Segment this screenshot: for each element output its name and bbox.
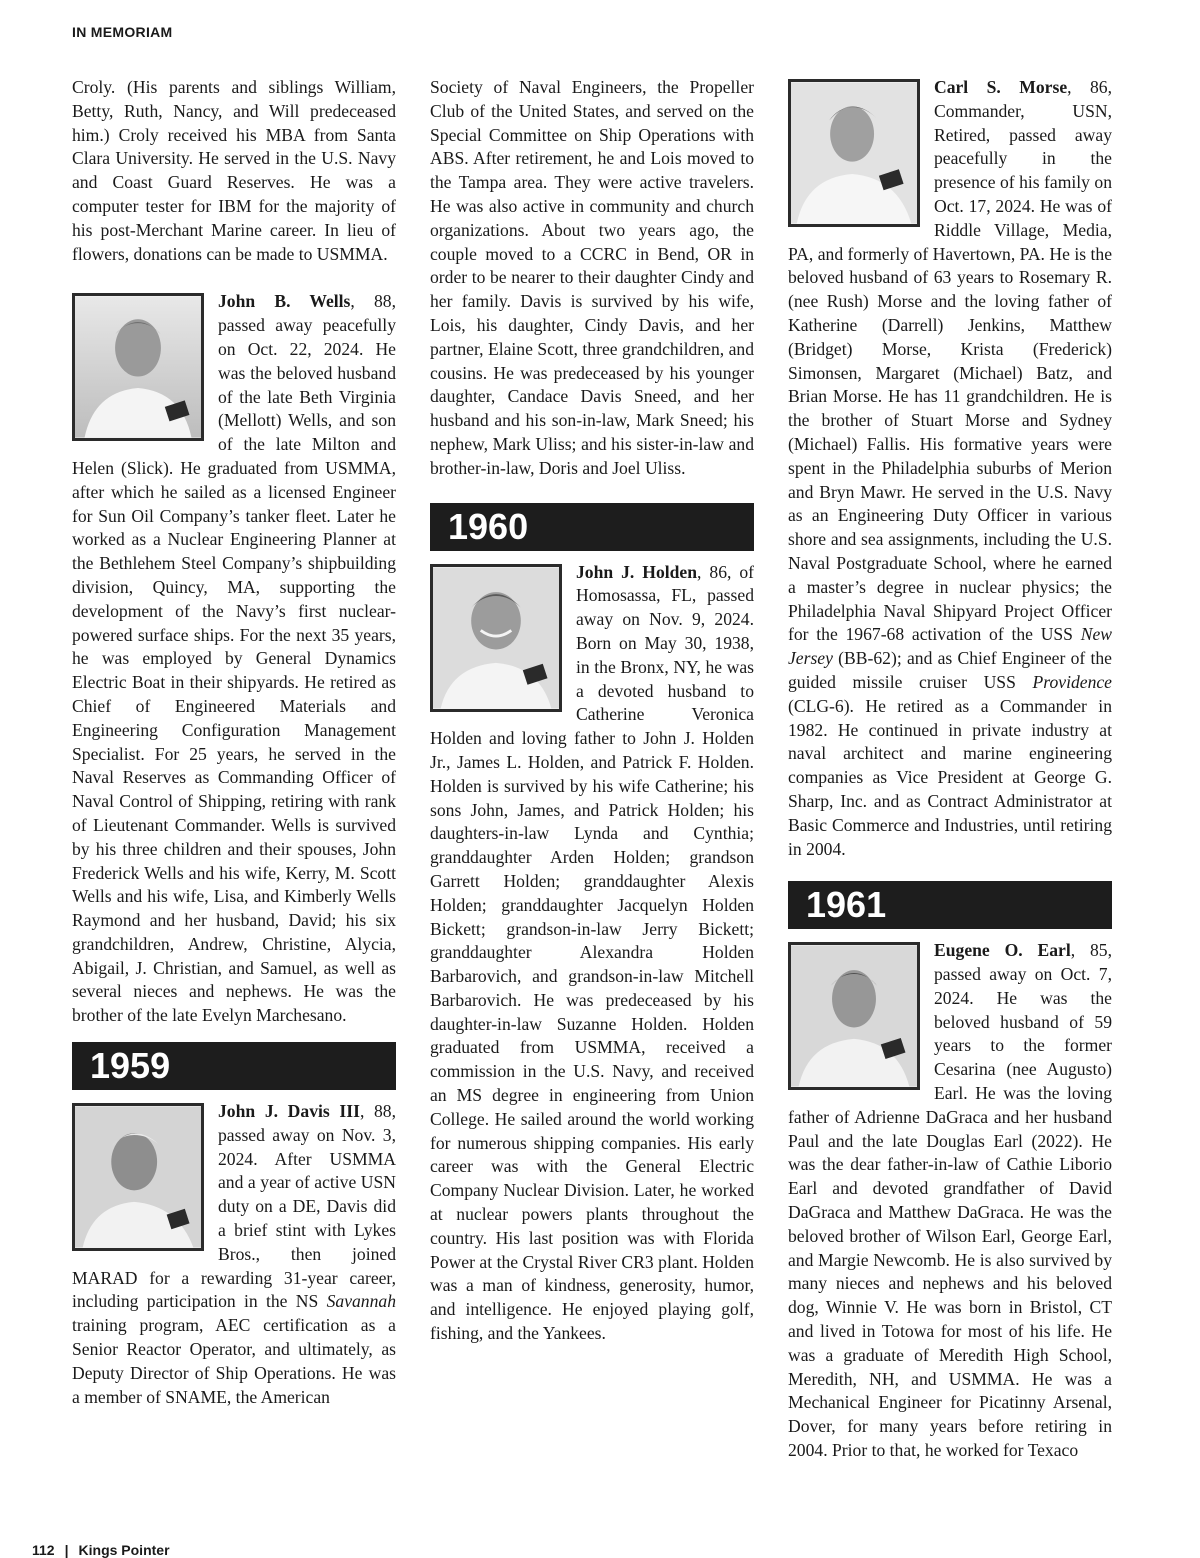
portrait-icon (791, 82, 917, 224)
text-wells: , 88, passed away peacefully on Oct. 22, 2024. He was the beloved husband of the late Beth Virginia (Mellott) Wells, and son of the late Milton and Helen (Slick). He graduated from USMMA, after which he sailed as a licensed Engineer for Sun Oil Company’s tanker fleet. Later he worked as a Nuclear Engineering Planner at the Bethlehem Steel Company’s shipbuilding division, Quincy, MA, supporting the development of the Navy’s first nuclear-powered surface ships. For the next 35 years, he was employed by General Dynamics Electric Boat in their shipyards. He retired as Chief of Engineered Materials and Engineering Configuration Management Specialist. For 25 years, he served in the Naval Reserves as Commanding Officer of Naval Control of Shipping, retiring with rank of Lieutenant Commander. Wells is survived by his three children and their spouses, John Frederick Wells and his wife, Kerry, M. Scott Wells and his wife, Lisa, and Kimberly Wells Raymond and her husband, David; his six grandchildren, Andrew, Christine, Alycia, Abigail, J. Christian, and Samuel, as well as several nieces and nephews. He was the brother of the late Evelyn Marchesano. (72, 291, 396, 1026)
column-1 (72, 76, 396, 1409)
text-morse-b: (BB-62); and as Chief Engineer of the guided missile cruiser USS (788, 648, 1112, 692)
ship-name-savannah: Savannah (326, 1291, 396, 1312)
text-morse-c: (CLG-6). He retired as a Commander in 1982. He continued in private industry at naval architect and marine engineering companies as Vice President at George G. Sharp, Inc. and as Contract Administrator at Basic Commerce and Industries, until retiring in 2004. (788, 695, 1112, 859)
page-footer (32, 1542, 170, 1558)
obituary-morse (788, 76, 1112, 861)
obituary-davis (72, 1100, 396, 1409)
year-heading-1959: 1959 (72, 1042, 396, 1090)
name-earl: Eugene O. Earl (934, 940, 1071, 961)
text-holden: , 86, of Homosassa, FL, passed away on Nov. 9, 2024. Born on May 30, 1938, in the Bronx, NY, he was a devoted husband to Catherine Veronica Holden and loving father to John J. Holden Jr., James L. Holden, and Patrick F. Holden. Holden is survived by his wife Catherine; his sons John, James, and Patrick Holden; his daughters-in-law Lynda and Cynthia; granddaughter Arden Holden; grandson Garrett Holden; granddaughter Alexis Holden; granddaughter Jacquelyn Holden Bickett; grandson-in-law Jerry Bickett; granddaughter Alexandra Holden Barbarovich, and grandson-in-law Mitchell Barbarovich. He was predeceased by his daughter-in-law Suzanne Holden. Holden graduated from USMMA, received a commission in the U.S. Navy, and received an MS degree in engineering from Union College. He sailed around the world working for numerous shipping companies. His early career was with the General Electric Company Nuclear Division. Later, he worked at nuclear powers plants throughout the country. His last position was with Florida Power at the Crystal River CR3 plant. Holden was a man of kindness, generosity, humor, and intelligence. He enjoyed playing golf, fishing, and the Yankees. (430, 561, 754, 1344)
section-header: IN MEMORIAM (72, 24, 173, 40)
portrait-icon (791, 945, 917, 1087)
name-holden: John J. Holden (576, 561, 698, 582)
portrait-photo-holden (430, 564, 562, 712)
obituary-holden (430, 561, 754, 1346)
page-number: 112 (32, 1542, 55, 1558)
column-3 (788, 76, 1112, 1463)
name-davis: John J. Davis III (218, 1101, 360, 1122)
name-wells: John B. Wells (218, 291, 351, 312)
portrait-icon (75, 1106, 201, 1248)
portrait-icon (75, 296, 201, 438)
portrait-photo-earl (788, 942, 920, 1090)
obituary-wells (72, 290, 396, 1028)
obituary-earl (788, 939, 1112, 1463)
publication-name: Kings Pointer (78, 1542, 170, 1558)
portrait-icon (433, 567, 559, 709)
portrait-photo-morse (788, 79, 920, 227)
text-davis-b: training program, AEC certification as a Senior Reactor Operator, and ultimately, as Deputy Director of Ship Operations. He was a member of SNAME, the American (72, 1315, 396, 1407)
davis-obituary-continued: Society of Naval Engineers, the Propeller Club of the United States, and served on the Special Committee on Ship Operations with ABS. After retirement, he and Lois moved to the Tampa area. They were active travelers. He was also active in community and church organizations. About two years ago, the couple moved to a CCRC in Bend, OR in order to be nearer to their daughter Cindy and her family. Davis is survived by his wife, Lois, his daughter, Cindy Davis, and her partner, Elaine Scott, three grandchildren, and cousins. He was predeceased by his younger daughter, Candace Davis Sneed, and her husband and his son-in-law, Mark Sneed; his nephew, Mark Uliss; and his sister-in-law and brother-in-law, Doris and Joel Uliss. (430, 77, 754, 478)
portrait-photo-wells (72, 293, 204, 441)
footer-separator: | (64, 1542, 69, 1558)
croly-obituary-continued: Croly. (His parents and siblings William, Betty, Ruth, Nancy, and Will predeceased him.) Croly received his MBA from Santa Clara University. He served in the U.S. Navy and Coast Guard Reserves. He was a computer tester for IBM for the majority of his post-Merchant Marine career. In lieu of flowers, donations can be made to USMMA. (72, 77, 396, 264)
year-heading-1960: 1960 (430, 503, 754, 551)
name-morse: Carl S. Morse (934, 77, 1068, 97)
ship-name-new-jersey: New Jersey (788, 624, 1112, 669)
text-earl: , 85, passed away on Oct. 7, 2024. He was the beloved husband of 59 years to the former Cesarina (nee Augusto) Earl. He was the loving father of Adrienne DaGraca and her husband Paul and the late Douglas Earl (2022). He was the dear father-in-law of Cathie Liborio Earl and devoted grandfather of David DaGraca and Matthew DaGraca. He was the beloved brother of Wilson Earl, George Earl, and Margie Newcomb. He is also survived by many nieces and nephews and his beloved dog, Winnie V. He was born in Bristol, CT and lived in Totowa for most of his life. He was a graduate of Meredith High School, Meredith, NH, and USMMA. He was a Mechanical Engineer for Picatinny Arsenal, Dover, for many years before retiring in 2004. Prior to that, he worked for Texaco (788, 940, 1112, 1461)
text-davis-a: , 88, passed away on Nov. 3, 2024. After USMMA and a year of active USN duty on a DE, Davis did a brief stint with Lykes Bros., then joined MARAD for a rewarding 31-year career, including participation in the NS (72, 1101, 396, 1312)
portrait-photo-davis (72, 1103, 204, 1251)
text-morse-a: , 86, Commander, USN, Retired, passed away peacefully in the presence of his family on Oct. 17, 2024. He was of Riddle Village, Media, PA, and formerly of Havertown, PA. He is the beloved husband of 63 years to Rosemary R. (nee Rush) Morse and the loving father of Katherine (Darrell) Jenkins, Matthew (Bridget) Morse, Krista (Frederick) Simonsen, Margaret (Michael) Batz, and Brian Morse. He has 11 grandchildren. He is the brother of Stuart Morse and Sydney (Michael) Fallis. His formative years were spent in the Philadelphia suburbs of Merion and Bryn Mawr. He served in the U.S. Navy as an Engineering Duty Officer in various shore and sea assignments, including the U.S. Naval Postgraduate School, where he earned a master’s degree in nuclear physics; the Philadelphia Naval Shipyard Project Officer for the 1967-68 activation of the USS (788, 77, 1112, 645)
year-heading-1961: 1961 (788, 881, 1112, 929)
column-2 (430, 76, 754, 1346)
ship-name-providence: Providence (1032, 671, 1112, 692)
